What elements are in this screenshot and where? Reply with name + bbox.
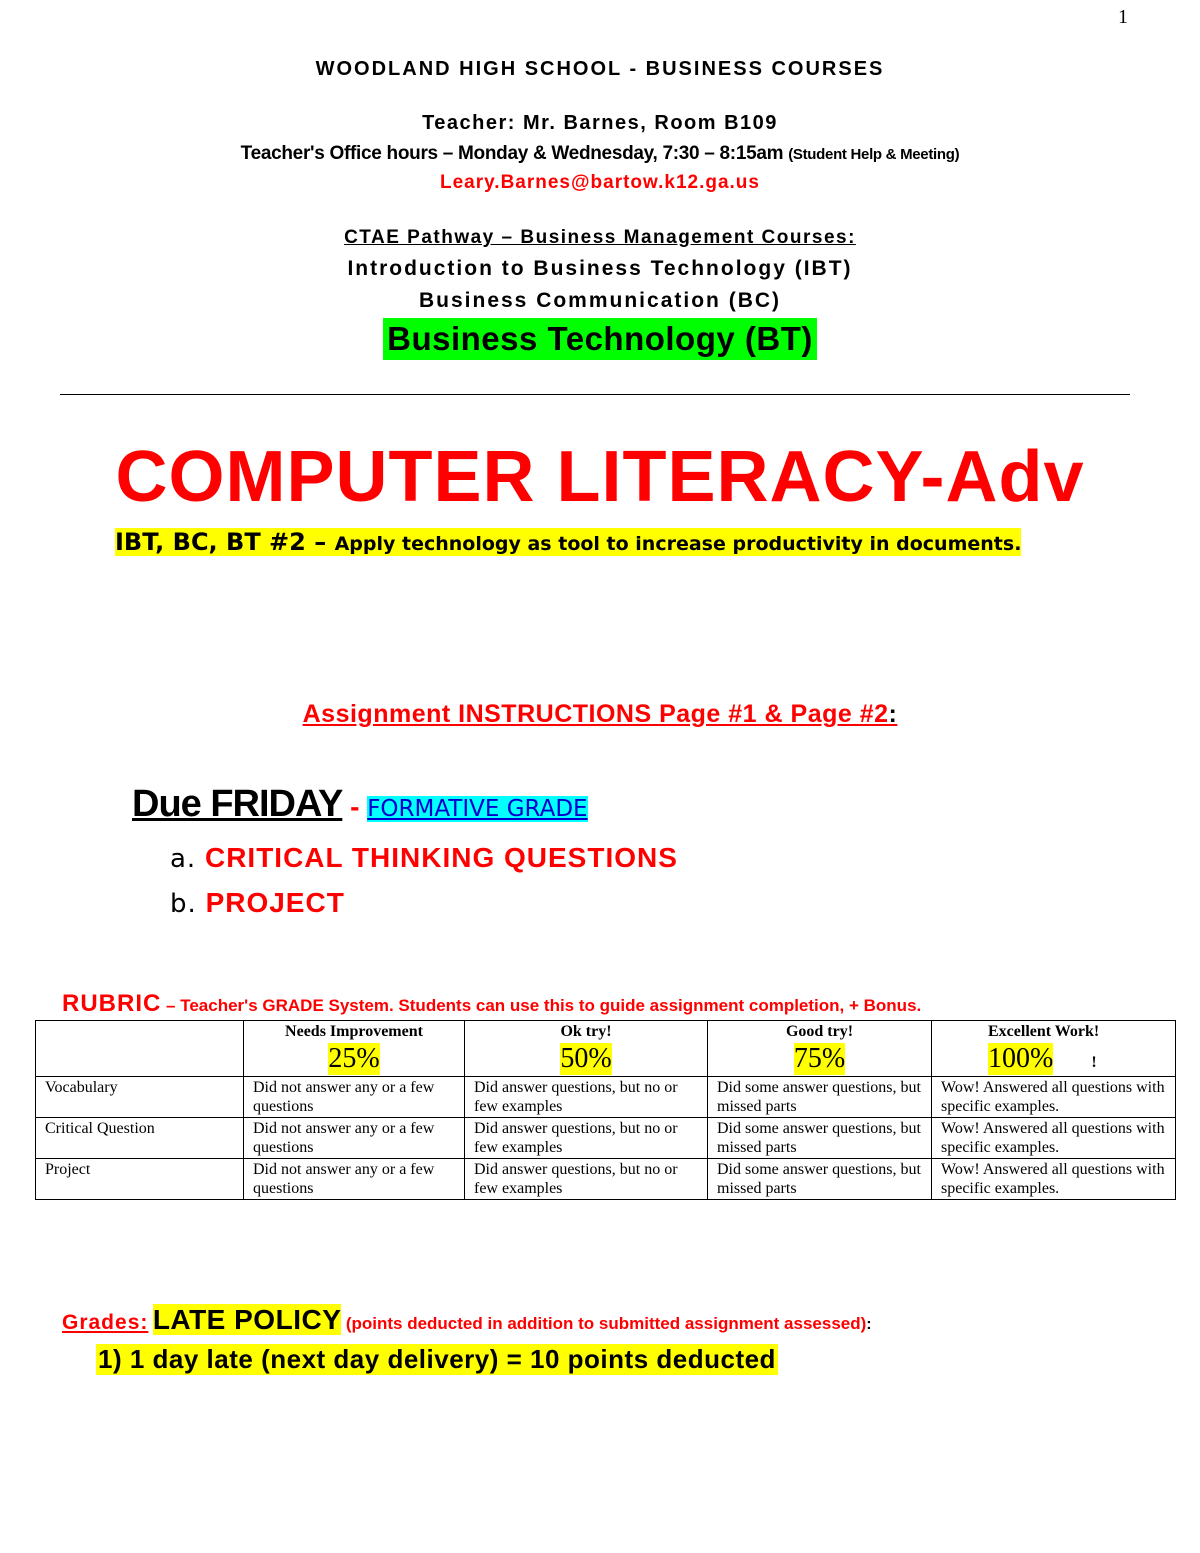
course-ibt: Introduction to Business Technology (IBT) [347,257,853,280]
rubric-header-cell [244,1021,465,1077]
page-number: 1 [1118,6,1128,28]
rubric-row-name: Project [36,1159,244,1200]
list-item [170,842,678,874]
list-item-text: CRITICAL THINKING QUESTIONS [204,842,678,873]
assignment-heading-text: Assignment INSTRUCTIONS Page #1 & Page #2 [302,700,889,728]
divider [60,394,1130,395]
late-rule: 1) 1 day late (next day delivery) = 10 points deducted [98,1344,776,1374]
rubric-label: RUBRIC [62,990,162,1017]
table-cell: Did not answer any or a few questions [244,1159,465,1200]
table-cell: Wow! Answered all questions with specific examples. [932,1159,1176,1200]
rubric-row-name: Critical Question [36,1118,244,1159]
rubric-level-label: Excellent Work! [988,1023,1100,1040]
due-dash: - [342,791,368,822]
table-cell: Did answer questions, but no or few examples [465,1159,708,1200]
rubric-header-cell [708,1021,932,1077]
course-bt-wrap [0,318,1200,360]
list-item [170,887,345,919]
standard-code: IBT, BC, BT #2 – [115,528,335,556]
grade-type: FORMATIVE GRADE [367,796,588,822]
table-cell: Did some answer questions, but missed parts [708,1077,932,1118]
rubric-level-pct: 25% [328,1043,380,1074]
rubric-level-label: Ok try! [560,1023,612,1040]
list-marker: a. [170,844,197,874]
rubric-description: – Teacher's GRADE System. Students can use this to guide assignment completion, + Bonus. [161,996,922,1015]
table-cell: Did some answer questions, but missed parts [708,1118,932,1159]
table-cell: Wow! Answered all questions with specific examples. [932,1118,1176,1159]
pathway-heading: CTAE Pathway – Business Management Courses: [344,227,856,248]
office-hours-text: Teacher's Office hours – Monday & Wednesday, 7:30 – 8:15am [240,143,784,164]
rubric-level-pct: 50% [560,1043,612,1074]
rubric-header-row [36,1021,1176,1077]
table-row [36,1077,1176,1118]
standard-end: . [1014,533,1022,555]
rubric-level-pct: 75% [793,1043,846,1074]
teacher-email[interactable]: Leary.Barnes@bartow.k12.ga.us [440,172,760,193]
table-cell: Did not answer any or a few questions [244,1077,465,1118]
table-row [36,1159,1176,1200]
rubric-level-pct: 100% [988,1043,1054,1074]
late-policy-note: (points deducted in addition to submitted assignment assessed) [345,1314,867,1333]
school-heading: WOODLAND HIGH SCHOOL - BUSINESS COURSES [315,58,885,80]
course-bc: Business Communication (BC) [418,289,782,312]
rubric-level-extra: ! [1091,1054,1097,1071]
list-marker: b. [170,889,197,919]
office-hours-note: (Student Help & Meeting) [788,146,960,163]
rubric-level-label: Good try! [785,1023,854,1040]
rubric-header-cell [465,1021,708,1077]
standard-line [115,528,1021,556]
table-cell: Did not answer any or a few questions [244,1118,465,1159]
late-policy-colon: : [866,1316,872,1333]
table-cell: Did answer questions, but no or few examples [465,1077,708,1118]
rubric-table [35,1020,1176,1200]
table-cell: Did answer questions, but no or few examples [465,1118,708,1159]
rubric-level-label: Needs Improvement [285,1023,423,1040]
due-line [132,783,588,826]
late-policy-label: LATE POLICY [152,1304,342,1335]
grades-label: Grades: [62,1311,149,1334]
assignment-heading-colon: : [888,700,898,728]
table-row [36,1118,1176,1159]
course-bt: Business Technology (BT) [383,318,817,360]
table-cell: Did some answer questions, but missed parts [708,1159,932,1200]
rubric-header-empty [36,1021,244,1077]
rubric-row-name: Vocabulary [36,1077,244,1118]
assignment-heading [0,700,1200,729]
rubric-heading [62,990,921,1018]
rubric-header-cell [932,1021,1176,1077]
teacher-line: Teacher: Mr. Barnes, Room B109 [422,112,778,134]
standard-text: Apply technology as tool to increase productivity in documents [334,533,1015,555]
page-title: COMPUTER LITERACY-Adv [115,437,1085,517]
table-cell: Wow! Answered all questions with specific examples. [932,1077,1176,1118]
list-item-text: PROJECT [205,887,345,918]
office-hours [0,143,1200,165]
due-label: Due FRIDAY [132,783,343,825]
grades-heading [62,1304,872,1336]
